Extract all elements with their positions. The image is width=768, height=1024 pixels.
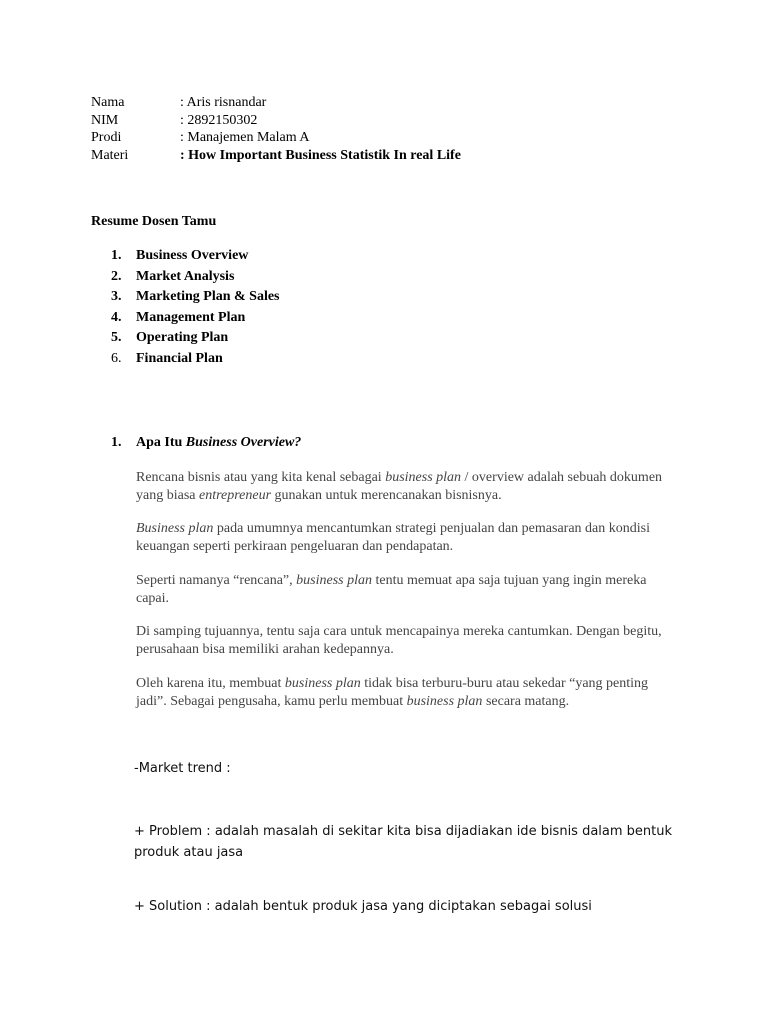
info-label: Nama	[91, 95, 125, 110]
list-item	[111, 328, 280, 349]
text-run-italic: business plan	[406, 694, 483, 709]
text-run: / overview adalah sebuah dokumen yang biasa	[136, 470, 663, 503]
list-number: 6.	[111, 350, 122, 366]
list-number: 2.	[111, 268, 122, 284]
list-number: 3.	[111, 289, 122, 305]
list-label: Market Analysis	[136, 268, 235, 284]
info-row-materi	[91, 147, 461, 165]
list-label: Financial Plan	[136, 350, 223, 366]
list-item	[111, 246, 280, 267]
section-heading-text	[136, 435, 301, 451]
info-value: : How Important Business Statistik In real Life	[180, 147, 461, 163]
list-number: 1.	[111, 248, 122, 263]
text-run-italic: Business plan	[136, 521, 214, 536]
section-heading-prefix: Apa Itu	[136, 435, 186, 450]
text-run: Oleh karena itu, membuat	[136, 676, 285, 691]
section-heading	[111, 435, 301, 451]
text-run-italic: business plan	[296, 573, 372, 588]
problem-note: + Problem : adalah masalah di sekitar kita bisa dijadiakan ide bisnis dalam bentuk produk atau jasa	[134, 824, 673, 860]
text-run: Seperti namanya “rencana”,	[136, 573, 297, 588]
list-item	[111, 267, 280, 288]
list-item	[111, 287, 280, 308]
list-label: Operating Plan	[136, 330, 229, 346]
outline-list	[111, 246, 280, 370]
info-value: : 2892150302	[180, 112, 258, 128]
market-trend-note: -Market trend :	[134, 761, 231, 776]
text-run: tentu memuat apa saja tujuan yang ingin mereka capai.	[136, 573, 647, 606]
info-row-prodi	[91, 129, 461, 147]
list-label: Management Plan	[136, 309, 246, 325]
info-row-nama	[91, 94, 461, 112]
info-label: Prodi	[91, 130, 122, 145]
info-row-nim	[91, 112, 461, 130]
text-run: secara matang.	[482, 694, 570, 709]
paragraph-3	[136, 572, 676, 608]
text-run: Di samping tujuannya, tentu saja cara untuk mencapainya mereka cantumkan. Dengan begitu, perusahaan bisa memiliki arahan kedepannya.	[136, 624, 662, 657]
list-number: 5.	[111, 330, 122, 346]
section-heading-italic: Business Overview?	[185, 435, 302, 450]
text-run-italic: entrepreneur	[198, 488, 272, 503]
text-run: tidak bisa terburu-buru atau sekedar “yang penting jadi”. Sebagai pengusaha, kamu perlu membuat	[136, 676, 649, 709]
paragraph-5	[136, 675, 676, 711]
info-value: : Aris risnandar	[180, 95, 267, 110]
list-item	[111, 308, 280, 329]
text-run-italic: business plan	[284, 676, 361, 691]
info-label: Materi	[91, 147, 129, 163]
paragraph-4	[136, 623, 676, 659]
student-info	[91, 94, 461, 164]
list-label: Marketing Plan & Sales	[136, 289, 280, 305]
info-label: NIM	[91, 112, 119, 128]
list-label: Business Overview	[136, 248, 249, 263]
text-run-italic: business plan	[385, 470, 462, 485]
text-run: pada umumnya mencantumkan strategi penjualan dan pemasaran dan kondisi keuangan seperti perkiraan pengeluaran dan pendapatan.	[136, 521, 650, 554]
text-run: gunakan untuk merencanakan bisnisnya.	[271, 488, 502, 503]
info-value: : Manajemen Malam A	[180, 130, 310, 145]
paragraph-1	[136, 469, 676, 505]
text-run: Rencana bisnis atau yang kita kenal sebagai	[136, 470, 386, 485]
paragraph-2	[136, 520, 676, 556]
list-number: 4.	[111, 309, 122, 325]
resume-title: Resume Dosen Tamu	[91, 214, 217, 229]
list-item	[111, 349, 280, 370]
solution-note: + Solution : adalah bentuk produk jasa yang diciptakan sebagai solusi	[134, 899, 592, 914]
section-number: 1.	[111, 435, 122, 450]
